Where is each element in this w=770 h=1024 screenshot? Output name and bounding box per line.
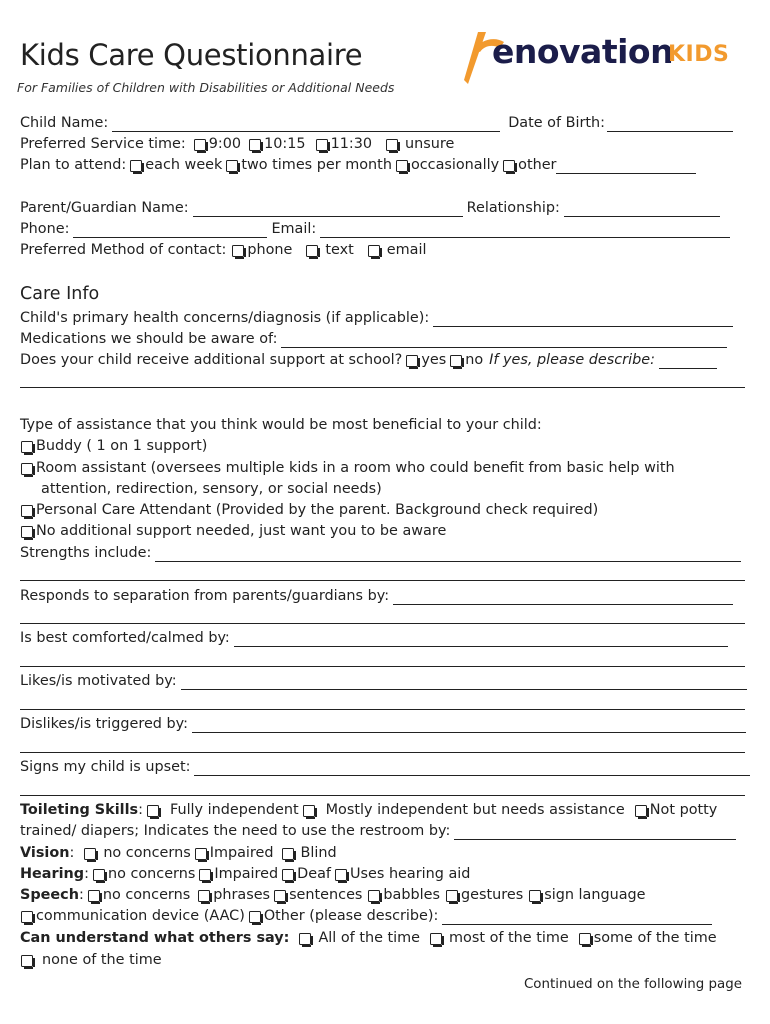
meds-row: [20, 330, 731, 348]
contact-email-label: email: [386, 242, 427, 258]
speech-phrases-label: phrases: [213, 887, 271, 903]
assist-room-checkbox[interactable]: [21, 463, 33, 475]
plan-each-week-label: each week: [145, 157, 223, 173]
relationship-field[interactable]: [564, 202, 720, 217]
hearing-aid-checkbox[interactable]: [335, 869, 347, 881]
hearing-row: Hearing : no concerns Impaired Deaf Uses hearing aid: [20, 866, 471, 882]
school-describe-label: If yes, please describe:: [489, 352, 655, 368]
dislikes-row: [20, 715, 750, 733]
separation-line-2[interactable]: [20, 623, 745, 624]
page-subtitle: For Families of Children with Disabilities or Additional Needs: [17, 80, 395, 95]
plan-attend-row: [20, 156, 700, 174]
meds-label: Medications we should be aware of:: [20, 331, 278, 347]
understand-some-checkbox[interactable]: [579, 933, 591, 945]
understand-none-checkbox[interactable]: [21, 955, 33, 967]
health-row: [20, 309, 737, 327]
contact-phone-checkbox[interactable]: [232, 245, 244, 257]
speech-babbles-label: babbles: [383, 887, 440, 903]
contact-method-label: Preferred Method of contact:: [20, 242, 227, 258]
school-no-checkbox[interactable]: [450, 355, 462, 367]
strengths-field[interactable]: [155, 547, 741, 562]
hearing-label: Hearing: [20, 866, 85, 882]
toileting-fully-label: Fully independent: [169, 802, 299, 818]
plan-each-week-checkbox[interactable]: [130, 160, 142, 172]
hearing-deaf-label: Deaf: [297, 866, 331, 882]
hearing-no-concerns-checkbox[interactable]: [93, 869, 105, 881]
toileting-cont-label: trained/ diapers; Indicates the need to use the restroom by:: [20, 823, 451, 839]
hearing-aid-label: Uses hearing aid: [349, 866, 471, 882]
assist-buddy-row: [20, 437, 207, 455]
email-label: Email:: [271, 221, 317, 237]
service-time-label: Preferred Service time:: [20, 136, 186, 152]
relationship-label: Relationship:: [466, 200, 560, 216]
dislikes-line-2[interactable]: [20, 752, 745, 753]
assist-room-cont: [41, 480, 382, 498]
phone-field[interactable]: [73, 223, 267, 238]
page-title: Kids Care Questionnaire: [20, 38, 363, 72]
dob-label: Date of Birth:: [508, 115, 606, 131]
assist-room-row: [20, 459, 675, 477]
service-1130-checkbox[interactable]: [316, 139, 328, 151]
speech-other-field[interactable]: [442, 910, 712, 925]
phone-email-row: [20, 220, 734, 238]
parent-name-label: Parent/Guardian Name:: [20, 200, 189, 216]
assist-none-label: No additional support needed, just want you to be aware: [36, 523, 447, 539]
service-1015-checkbox[interactable]: [249, 139, 261, 151]
speech-phrases-checkbox[interactable]: [198, 890, 210, 902]
understand-none-row: [20, 951, 162, 969]
plan-attend-label: Plan to attend:: [20, 157, 127, 173]
child-name-field[interactable]: [112, 117, 500, 132]
understand-some-label: some of the time: [593, 930, 717, 946]
school-no-label: no: [465, 352, 484, 368]
contact-text-label: text: [325, 242, 354, 258]
understand-most-label: most of the time: [449, 930, 569, 946]
separation-row: [20, 587, 737, 605]
service-900-label: 9:00: [208, 136, 242, 152]
upset-field[interactable]: [194, 761, 750, 776]
understand-row: [20, 929, 717, 947]
meds-field[interactable]: [281, 333, 727, 348]
child-name-row: [20, 114, 737, 132]
vision-row: Vision : no concerns Impaired Blind: [20, 845, 337, 861]
speech-sign-language-label: sign language: [544, 887, 646, 903]
toileting-not-label: Not potty: [649, 802, 718, 818]
speech-label: Speech: [20, 887, 79, 903]
upset-row: [20, 758, 754, 776]
toileting-indicates-field[interactable]: [454, 825, 736, 840]
contact-method-row: [20, 241, 426, 259]
service-time-row: [20, 135, 454, 153]
renovation-kids-logo: [460, 30, 750, 86]
logo-kids: KIDS: [668, 42, 730, 67]
likes-label: Likes/is motivated by:: [20, 673, 177, 689]
dob-field[interactable]: [607, 117, 733, 132]
vision-blind-label: Blind: [300, 845, 337, 861]
speech-row: Speech : no concerns phrases sentences babbles gestures sign language: [20, 887, 646, 903]
email-field[interactable]: [320, 223, 730, 238]
service-1130-label: 11:30: [330, 136, 373, 152]
parent-name-field[interactable]: [193, 202, 463, 217]
speech-other-label: Other (please describe):: [263, 908, 439, 924]
speech-gestures-checkbox[interactable]: [446, 890, 458, 902]
toileting-mostly-label: Mostly independent but needs assistance: [325, 802, 625, 818]
plan-other-label: other: [518, 157, 557, 173]
contact-text-checkbox[interactable]: [306, 245, 318, 257]
plan-two-times-checkbox[interactable]: [226, 160, 238, 172]
likes-line-2[interactable]: [20, 709, 745, 710]
speech-no-concerns-label: no concerns: [102, 887, 191, 903]
toileting-not-checkbox[interactable]: [635, 805, 647, 817]
strengths-row: [20, 544, 745, 562]
plan-occasionally-label: occasionally: [410, 157, 500, 173]
understand-most-checkbox[interactable]: [430, 933, 442, 945]
vision-impaired-checkbox[interactable]: [195, 848, 207, 860]
plan-other-checkbox[interactable]: [503, 160, 515, 172]
toileting-row: Toileting Skills : Fully independent Mostly independent but needs assistance Not potty: [20, 802, 718, 818]
footer-continued: Continued on the following page: [523, 977, 742, 992]
toileting-mostly-checkbox[interactable]: [303, 805, 315, 817]
hearing-no-concerns-label: no concerns: [107, 866, 196, 882]
speech-aac-row: [20, 907, 716, 925]
speech-sign-language-checkbox[interactable]: [529, 890, 541, 902]
health-field[interactable]: [433, 312, 733, 327]
separation-label: Responds to separation from parents/guardians by:: [20, 588, 390, 604]
school-support-row: [20, 351, 721, 369]
speech-other-checkbox[interactable]: [249, 911, 261, 923]
upset-label: Signs my child is upset:: [20, 759, 191, 775]
toileting-cont-row: [20, 822, 740, 840]
contact-phone-label: phone: [247, 242, 293, 258]
assist-pca-row: [20, 501, 598, 519]
hearing-impaired-label: Impaired: [214, 866, 279, 882]
school-describe-line[interactable]: [20, 387, 745, 388]
school-describe-field[interactable]: [659, 354, 717, 369]
logo-word: enovation: [492, 32, 674, 71]
speech-aac-checkbox[interactable]: [21, 911, 33, 923]
service-900-checkbox[interactable]: [194, 139, 206, 151]
speech-gestures-label: gestures: [461, 887, 524, 903]
assistance-question-text: Type of assistance that you think would be most beneficial to your child:: [20, 417, 542, 433]
vision-label: Vision: [20, 845, 70, 861]
school-yes-label: yes: [421, 352, 447, 368]
phone-label: Phone:: [20, 221, 70, 237]
service-unsure-label: unsure: [405, 136, 455, 152]
comforted-field[interactable]: [234, 632, 728, 647]
assist-buddy-checkbox[interactable]: [21, 441, 33, 453]
plan-other-field[interactable]: [556, 159, 696, 174]
assist-room-label: Room assistant (oversees multiple kids in a room who could benefit from basic help with: [36, 460, 675, 476]
assistance-question: [20, 416, 542, 434]
speech-aac-label: communication device (AAC): [36, 908, 245, 924]
speech-no-concerns-checkbox[interactable]: [88, 890, 100, 902]
assist-buddy-label: Buddy ( 1 on 1 support): [36, 438, 208, 454]
likes-field[interactable]: [181, 675, 747, 690]
hearing-deaf-checkbox[interactable]: [282, 869, 294, 881]
comforted-line-2[interactable]: [20, 666, 745, 667]
upset-line-2[interactable]: [20, 795, 745, 796]
school-support-label: Does your child receive additional support at school?: [20, 352, 403, 368]
hearing-impaired-checkbox[interactable]: [199, 869, 211, 881]
assist-room-cont-text: attention, redirection, sensory, or social needs): [41, 481, 382, 497]
vision-no-concerns-checkbox[interactable]: [84, 848, 96, 860]
strengths-line-2[interactable]: [20, 580, 745, 581]
vision-no-concerns-label: no concerns: [103, 845, 191, 861]
speech-babbles-checkbox[interactable]: [368, 890, 380, 902]
understand-all-checkbox[interactable]: [299, 933, 311, 945]
assist-pca-label: Personal Care Attendant (Provided by the parent. Background check required): [36, 502, 599, 518]
assist-none-row: [20, 522, 446, 540]
speech-sentences-checkbox[interactable]: [274, 890, 286, 902]
service-unsure-checkbox[interactable]: [386, 139, 398, 151]
comforted-row: [20, 629, 732, 647]
child-name-label: Child Name:: [20, 115, 109, 131]
dislikes-label: Dislikes/is triggered by:: [20, 716, 188, 732]
dislikes-field[interactable]: [192, 718, 746, 733]
assist-none-checkbox[interactable]: [21, 526, 33, 538]
parent-name-row: [20, 199, 724, 217]
vision-impaired-label: Impaired: [209, 845, 274, 861]
separation-field[interactable]: [393, 590, 733, 605]
strengths-label: Strengths include:: [20, 545, 152, 561]
speech-sentences-label: sentences: [289, 887, 363, 903]
service-1015-label: 10:15: [264, 136, 306, 152]
comforted-label: Is best comforted/calmed by:: [20, 630, 230, 646]
contact-email-checkbox[interactable]: [368, 245, 380, 257]
care-info-heading: Care Info: [20, 284, 100, 304]
understand-all-label: All of the time: [318, 930, 421, 946]
vision-blind-checkbox[interactable]: [282, 848, 294, 860]
toileting-label: Toileting Skills: [20, 802, 139, 818]
school-yes-checkbox[interactable]: [406, 355, 418, 367]
toileting-fully-checkbox[interactable]: [147, 805, 159, 817]
plan-occasionally-checkbox[interactable]: [396, 160, 408, 172]
understand-label: Can understand what others say:: [20, 930, 290, 946]
health-label: Child's primary health concerns/diagnosis (if applicable):: [20, 310, 430, 326]
likes-row: [20, 672, 751, 690]
understand-none-label: none of the time: [42, 952, 162, 968]
plan-two-times-label: two times per month: [241, 157, 392, 173]
assist-pca-checkbox[interactable]: [21, 505, 33, 517]
